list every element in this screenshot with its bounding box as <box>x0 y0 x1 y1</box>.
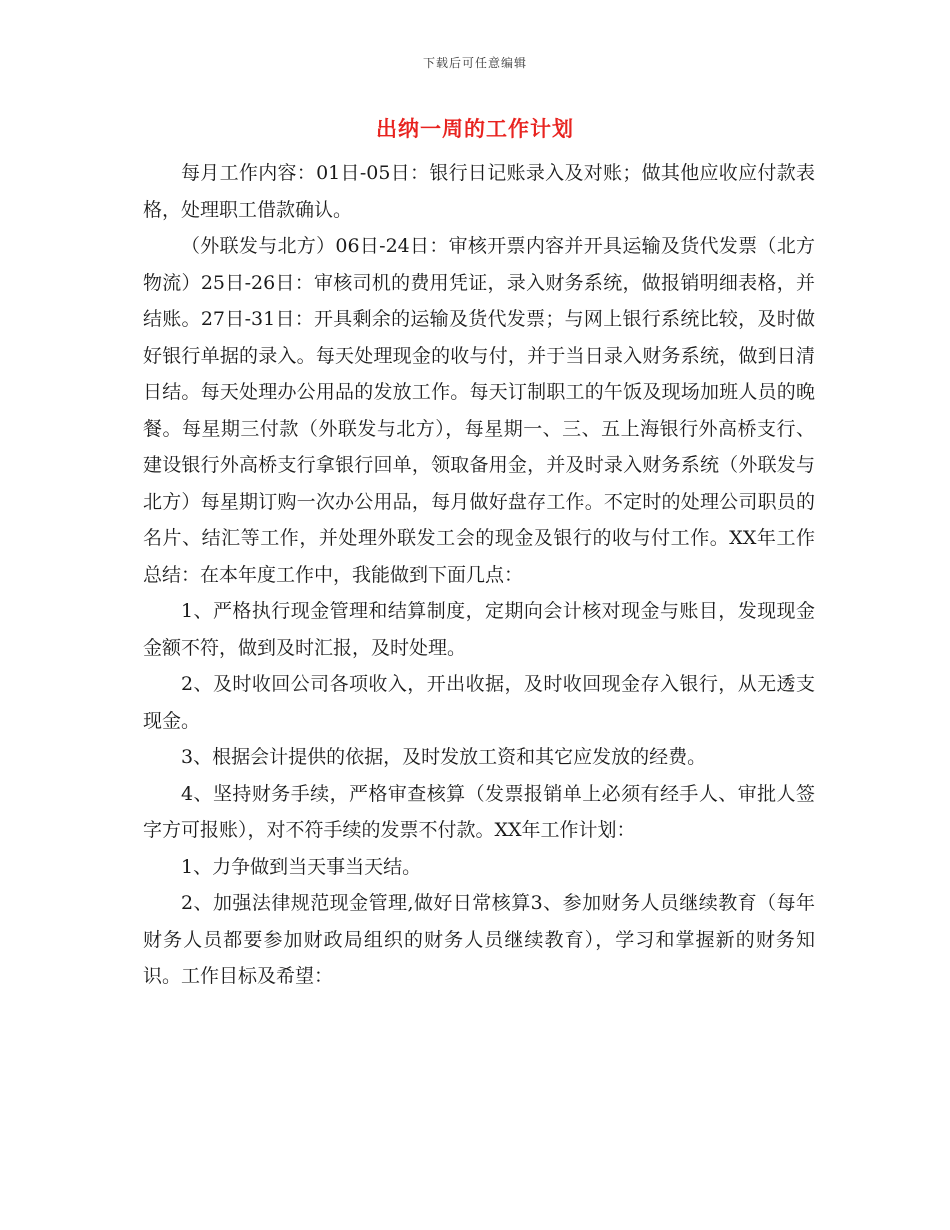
paragraph-plan-2: 2、加强法律规范现金管理,做好日常核算3、参加财务人员继续教育（每年财务人员都要参加财政局组织的财务人员继续教育），学习和掌握新的财务知识。工作目标及希望： <box>143 892 815 987</box>
paragraph-plan-1: 1、力争做到当天事当天结。 <box>181 855 422 878</box>
page-title: 出纳一周的工作计划 <box>376 116 574 141</box>
document-body <box>143 155 815 995</box>
paragraph-monthly-work: 每月工作内容：01日-05日：银行日记账录入及对账；做其他应收应付款表格，处理职工借款确认。 <box>143 162 815 221</box>
paragraph-point-1: 1、严格执行现金管理和结算制度，定期向会计核对现金与账目，发现现金金额不符，做到及时汇报，及时处理。 <box>143 600 815 659</box>
paragraph-point-3: 3、根据会计提供的依据，及时发放工资和其它应发放的经费。 <box>181 746 707 768</box>
header-note: 下载后可任意编辑 <box>422 56 527 70</box>
paragraph-point-2: 2、及时收回公司各项收入，开出收据，及时收回现金存入银行，从无透支现金。 <box>143 673 815 732</box>
paragraph-work-details: （外联发与北方）06日-24日：审核开票内容并开具运输及货代发票（北方物流）25日-26日：审核司机的费用凭证，录入财务系统，做报销明细表格，并结账。27日-31日：开具剩余的运输及货代发票；与网上银行系统比较，及时做好银行单据的录入。每天处理现金的收与付，并于当日录入财务系统，做到日清日结。每天处理办公用品的发放工作。每天订制职工的午饭及现场加班人员的晚餐。每星期三付款（外联发与北方），每星期一、三、五上海银行外高桥支行、建设银行外高桥支行拿银行回单，领取备用金，并及时录入财务系统（外联发与北方）每星期订购一次办公用品，每月做好盘存工作。不定时的处理公司职员的名片、结汇等工作，并处理外联发工会的现金及银行的收与付工作。XX年工作总结：在本年度工作中，我能做到下面几点： <box>143 235 815 586</box>
paragraph-point-4: 4、坚持财务手续，严格审查核算（发票报销单上必须有经手人、审批人签字方可报账），对不符手续的发票不付款。XX年工作计划： <box>143 782 815 841</box>
